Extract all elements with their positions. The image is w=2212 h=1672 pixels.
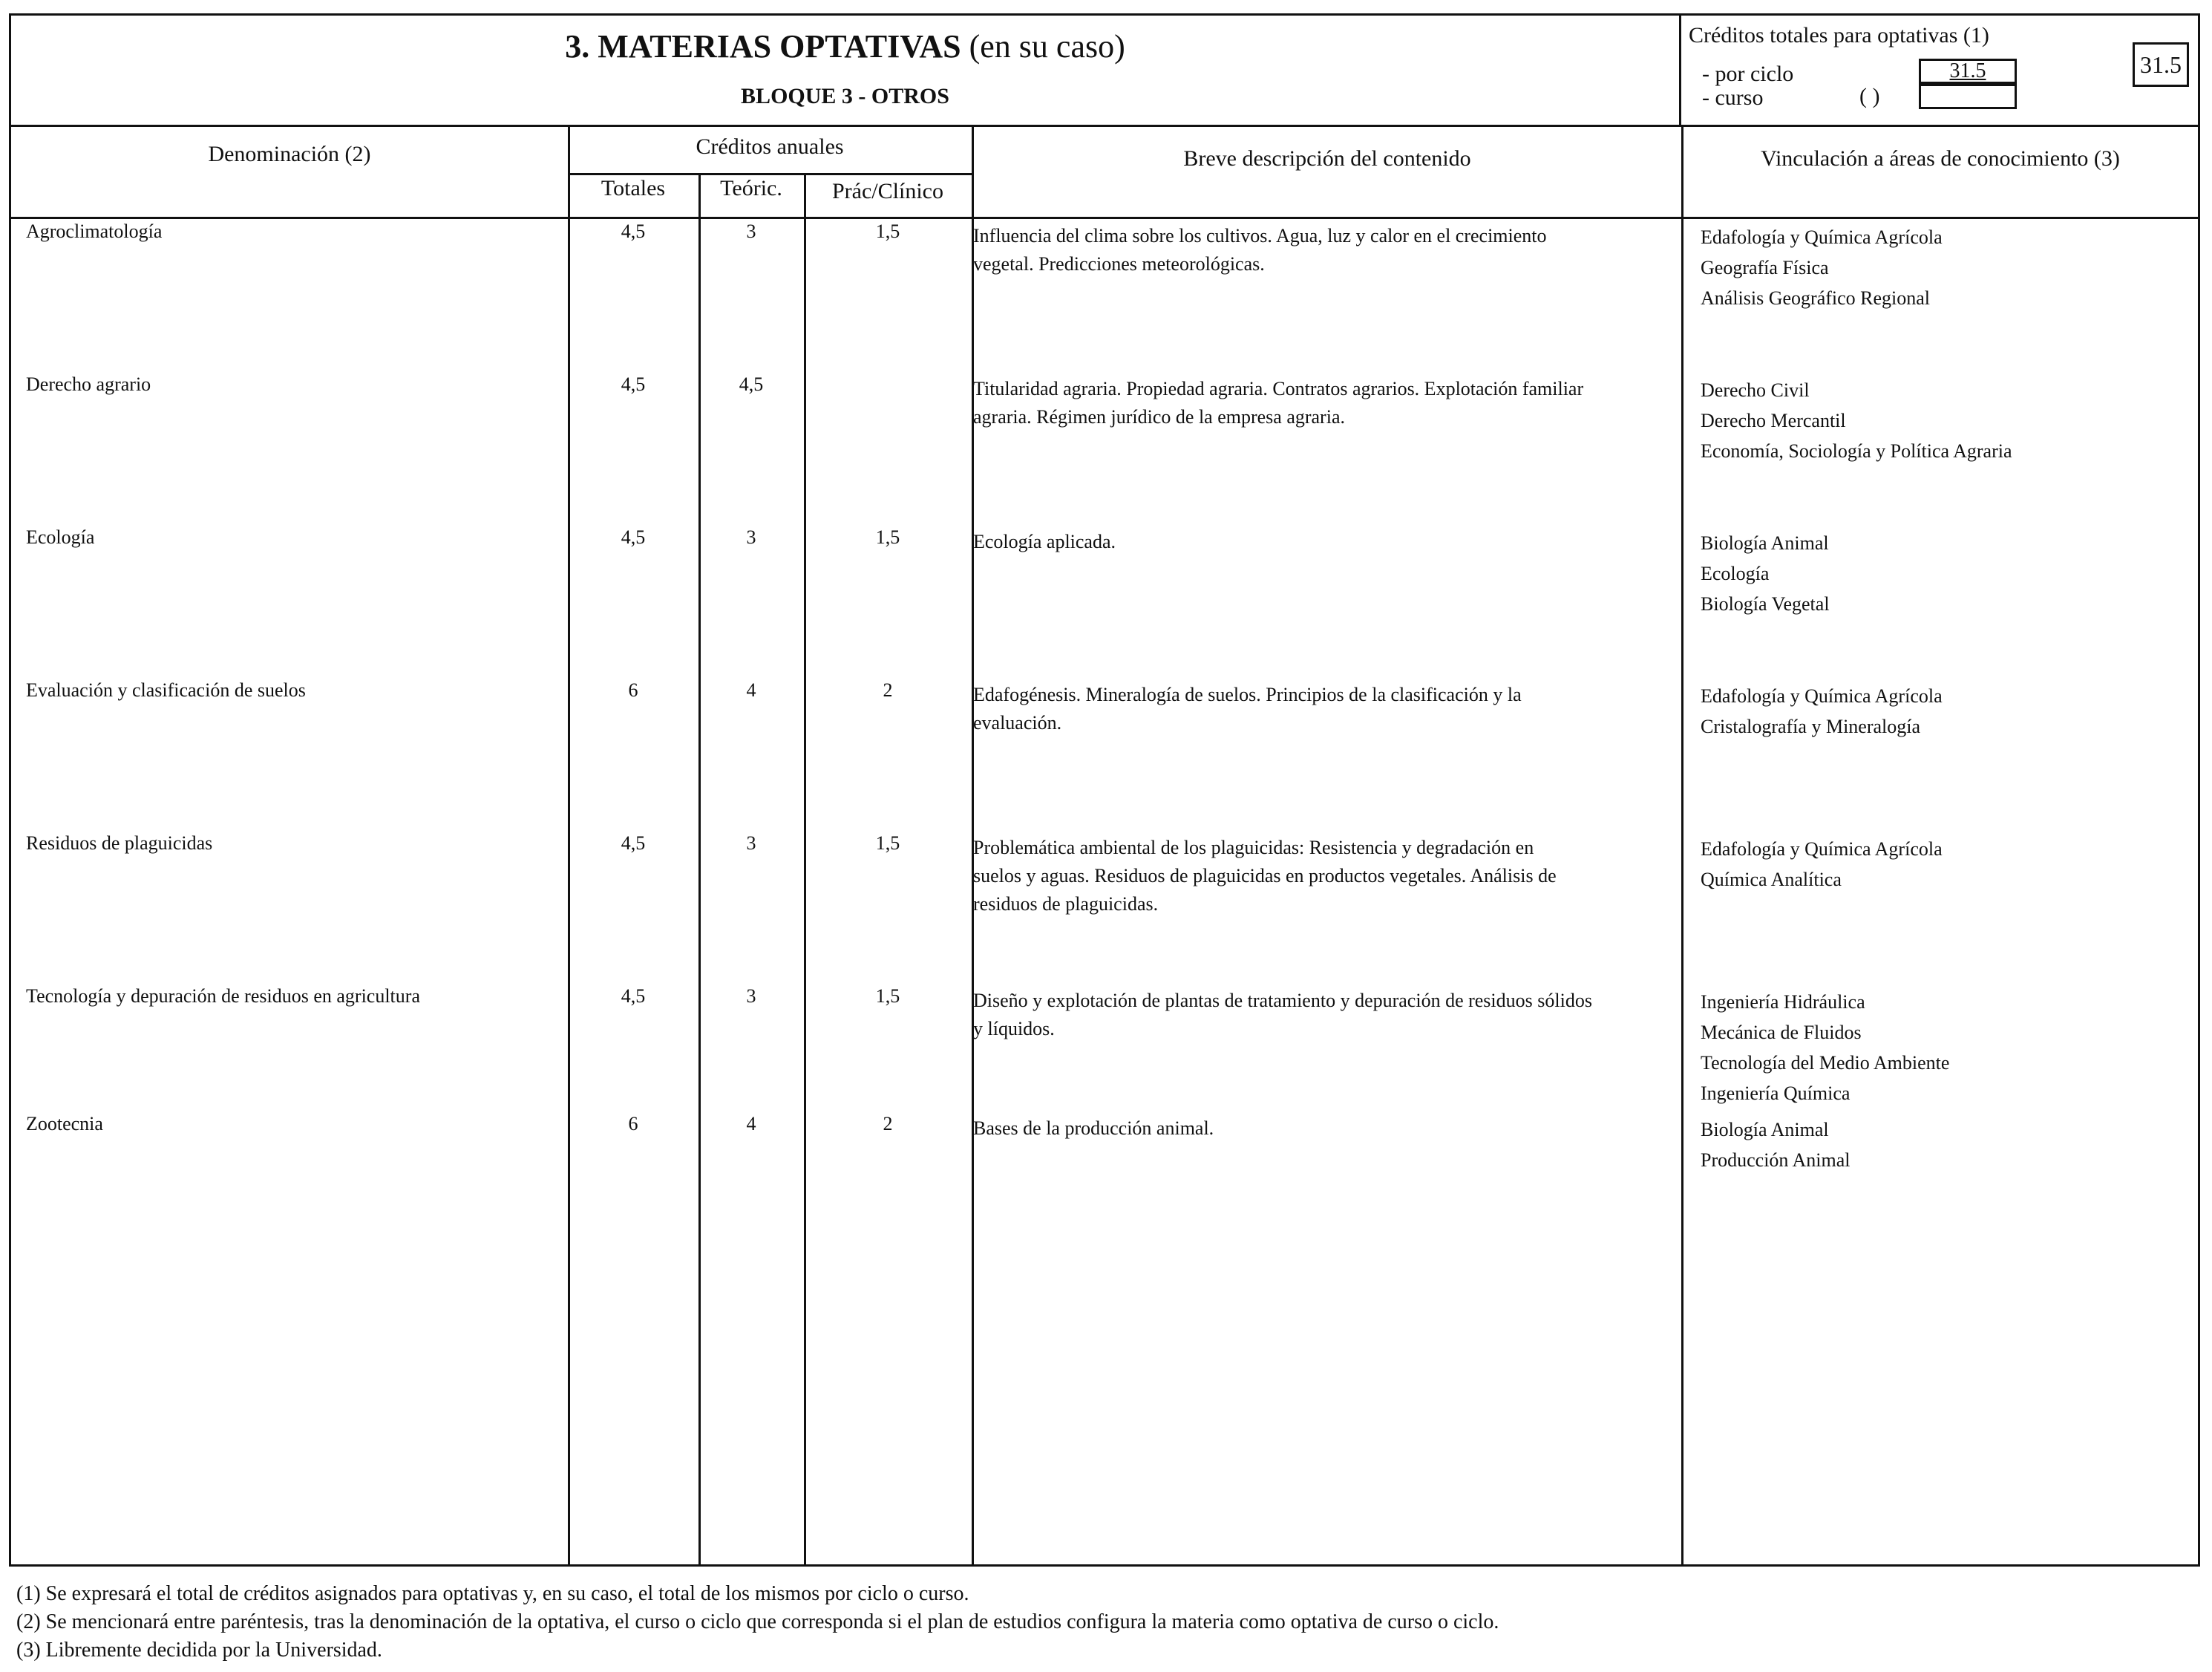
credits-teoric: 4,5 bbox=[739, 373, 764, 395]
col-descripcion: Breve descripción del contenido bbox=[1183, 146, 1471, 171]
credits-totales: 4,5 bbox=[621, 985, 646, 1007]
description-line: evaluación. bbox=[973, 712, 1062, 734]
curso-label: - curso bbox=[1702, 85, 1764, 110]
subject-description bbox=[973, 987, 1678, 1043]
col-vinculacion: Vinculación a áreas de conocimiento (3) bbox=[1761, 146, 2120, 171]
por-ciclo-label: - por ciclo bbox=[1702, 62, 1794, 86]
knowledge-areas bbox=[1701, 222, 2190, 313]
area-item: Ecología bbox=[1701, 563, 1770, 584]
page-title bbox=[11, 27, 1679, 65]
area-item: Química Analítica bbox=[1701, 869, 1842, 890]
knowledge-areas bbox=[1701, 1114, 2190, 1175]
description-line: Ecología aplicada. bbox=[973, 531, 1116, 552]
subject-name: Agroclimatología bbox=[26, 221, 163, 242]
area-item: Ingeniería Hidráulica bbox=[1701, 991, 1865, 1013]
area-item: Edafología y Química Agrícola bbox=[1701, 226, 1943, 248]
credits-prac: 1,5 bbox=[875, 526, 900, 548]
area-item: Derecho Civil bbox=[1701, 379, 1810, 401]
credits-prac: 1,5 bbox=[875, 221, 900, 242]
description-line: suelos y aguas. Residuos de plaguicidas en productos vegetales. Análisis de bbox=[973, 865, 1557, 886]
area-item: Biología Animal bbox=[1701, 532, 1829, 554]
description-line: Titularidad agraria. Propiedad agraria. Contratos agrarios. Explotación familiar bbox=[973, 378, 1584, 399]
knowledge-areas bbox=[1701, 834, 2190, 895]
total-credits-box: 31.5 bbox=[2133, 42, 2189, 87]
col-creditos-anuales: Créditos anuales bbox=[696, 134, 844, 159]
knowledge-areas bbox=[1701, 681, 2190, 742]
subject-name: Ecología bbox=[26, 526, 95, 548]
credits-totales: 4,5 bbox=[621, 221, 646, 242]
credits-prac: 1,5 bbox=[875, 832, 900, 854]
credits-totales: 4,5 bbox=[621, 373, 646, 395]
subject-description bbox=[973, 375, 1678, 431]
area-item: Producción Animal bbox=[1701, 1149, 1851, 1171]
subject-name: Evaluación y clasificación de suelos bbox=[26, 679, 306, 701]
credits-totales: 4,5 bbox=[621, 832, 646, 854]
col-denominacion: Denominación (2) bbox=[208, 142, 371, 166]
credits-prac: 2 bbox=[883, 679, 893, 701]
subject-description bbox=[973, 222, 1678, 278]
description-line: y líquidos. bbox=[973, 1018, 1055, 1039]
rule-teoric bbox=[804, 173, 806, 1564]
description-line: agraria. Régimen jurídico de la empresa agraria. bbox=[973, 406, 1345, 428]
description-line: vegetal. Predicciones meteorológicas. bbox=[973, 253, 1265, 275]
area-item: Edafología y Química Agrícola bbox=[1701, 838, 1943, 860]
description-line: Influencia del clima sobre los cultivos. Agua, luz y calor en el crecimiento bbox=[973, 225, 1547, 246]
knowledge-areas bbox=[1701, 528, 2190, 619]
subject-description bbox=[973, 1114, 1678, 1143]
footnote-2: (2) Se mencionará entre paréntesis, tras la denominación de la optativa, el curso o ciclo que corresponda si el plan de estudios configura la materia como optativa de curso o ciclo. bbox=[16, 1610, 1499, 1633]
col-prac: Prác/Clínico bbox=[832, 179, 943, 203]
subject-description bbox=[973, 834, 1678, 918]
column-headers bbox=[11, 127, 2198, 219]
col-totales: Totales bbox=[601, 176, 666, 200]
por-ciclo-value: 31.5 bbox=[1949, 59, 1986, 82]
credits-teoric: 4 bbox=[746, 1113, 756, 1134]
area-item: Geografía Física bbox=[1701, 257, 1829, 278]
credits-teoric: 3 bbox=[746, 221, 756, 242]
credits-prac: 2 bbox=[883, 1113, 893, 1134]
area-item: Mecánica de Fluidos bbox=[1701, 1022, 1862, 1043]
form-header bbox=[11, 16, 2198, 127]
col-teoric: Teóric. bbox=[720, 176, 782, 200]
area-item: Biología Vegetal bbox=[1701, 593, 1830, 615]
description-line: residuos de plaguicidas. bbox=[973, 893, 1159, 915]
rule-descripcion bbox=[1681, 127, 1683, 1564]
area-item: Economía, Sociología y Política Agraria bbox=[1701, 440, 2012, 462]
subject-name: Derecho agrario bbox=[26, 373, 151, 395]
subject-name: Zootecnia bbox=[26, 1113, 103, 1134]
subject-name: Residuos de plaguicidas bbox=[26, 832, 213, 854]
credits-label: Créditos totales para optativas (1) bbox=[1689, 23, 1989, 48]
title-rest: (en su caso) bbox=[969, 28, 1125, 65]
credits-prac: 1,5 bbox=[875, 985, 900, 1007]
credits-teoric: 3 bbox=[746, 985, 756, 1007]
footnotes bbox=[16, 1580, 1499, 1665]
title-block bbox=[11, 16, 1681, 125]
curso-box bbox=[1919, 84, 2017, 109]
knowledge-areas bbox=[1701, 987, 2190, 1108]
subject-description bbox=[973, 681, 1678, 737]
footnote-3: (3) Libremente decidida por la Universidad. bbox=[16, 1639, 382, 1662]
area-item: Biología Animal bbox=[1701, 1119, 1829, 1140]
form-sheet bbox=[9, 13, 2200, 1567]
description-line: Problemática ambiental de los plaguicidas: Resistencia y degradación en bbox=[973, 837, 1534, 858]
page-subtitle: BLOQUE 3 - OTROS bbox=[741, 84, 949, 108]
knowledge-areas bbox=[1701, 375, 2190, 466]
creditos-subheader-rule bbox=[568, 173, 972, 175]
subject-name: Tecnología y depuración de residuos en agricultura bbox=[26, 985, 420, 1007]
credits-teoric: 3 bbox=[746, 526, 756, 548]
area-item: Análisis Geográfico Regional bbox=[1701, 287, 1931, 309]
description-line: Edafogénesis. Mineralogía de suelos. Principios de la clasificación y la bbox=[973, 684, 1522, 705]
credits-teoric: 4 bbox=[746, 679, 756, 701]
credits-block bbox=[1681, 16, 2198, 125]
footnote-1: (1) Se expresará el total de créditos asignados para optativas y, en su caso, el total de los mismos por ciclo o curso. bbox=[16, 1582, 969, 1605]
area-item: Tecnología del Medio Ambiente bbox=[1701, 1052, 1950, 1074]
credits-totales: 4,5 bbox=[621, 526, 646, 548]
title-bold: 3. MATERIAS OPTATIVAS bbox=[565, 28, 961, 65]
area-item: Edafología y Química Agrícola bbox=[1701, 685, 1943, 707]
curso-paren: ( ) bbox=[1859, 84, 1880, 108]
credits-totales: 6 bbox=[628, 679, 638, 701]
credits-teoric: 3 bbox=[746, 832, 756, 854]
credits-totales: 6 bbox=[628, 1113, 638, 1134]
por-ciclo-box bbox=[1919, 59, 2017, 84]
description-line: Diseño y explotación de plantas de tratamiento y depuración de residuos sólidos bbox=[973, 990, 1592, 1011]
description-line: Bases de la producción animal. bbox=[973, 1117, 1214, 1139]
subject-description bbox=[973, 528, 1678, 556]
area-item: Cristalografía y Mineralogía bbox=[1701, 716, 1921, 737]
area-item: Derecho Mercantil bbox=[1701, 410, 1846, 431]
area-item: Ingeniería Química bbox=[1701, 1082, 1851, 1104]
